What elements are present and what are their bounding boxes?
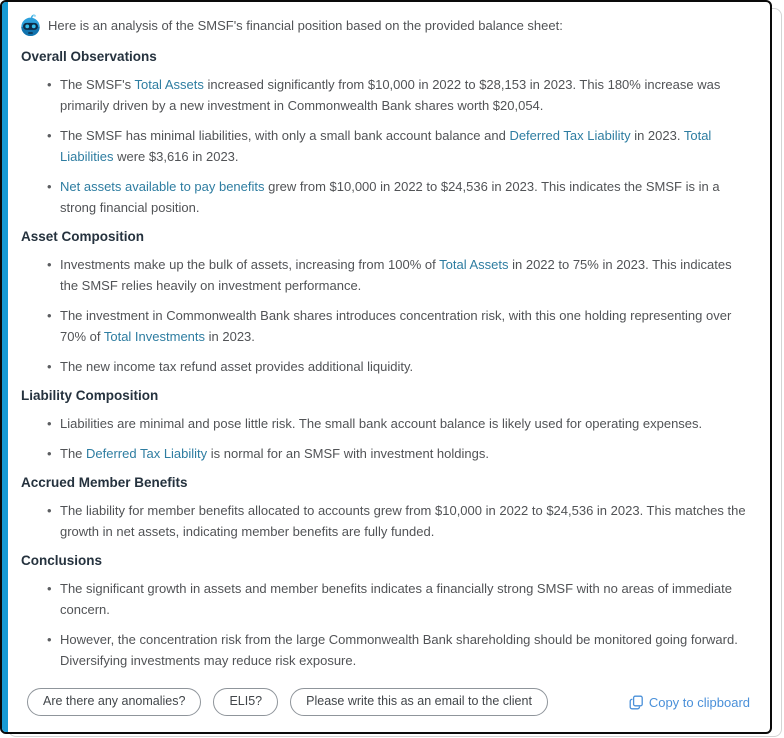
bullet-item [60, 500, 752, 542]
bullet-list [21, 74, 752, 218]
bullet-item [60, 305, 752, 347]
copy-label: Copy to clipboard [648, 694, 750, 710]
bullet-text: increased significantly from $10,000 in 2022 to $28,153 in 2023. This 180% increase was primarily driven by a new investment in Commonwealth Bank shares worth $20,054. [60, 77, 721, 113]
footer-actions [27, 688, 750, 716]
analysis-sections [21, 46, 752, 671]
section-heading-accrued-member-benefits: Accrued Member Benefits [21, 475, 188, 490]
bullet-text: Liabilities are minimal and pose little risk. The small bank account balance is likely used for operating expenses. [60, 416, 703, 431]
copy-to-clipboard-button[interactable] [629, 695, 750, 710]
suggestion-button-eli5[interactable]: ELI5? [213, 688, 278, 716]
bullet-item [60, 413, 752, 434]
term-link-total-investments[interactable]: Total Investments [103, 329, 206, 344]
term-link-total-assets[interactable]: Total Assets [134, 77, 204, 92]
bullet-text: The new income tax refund asset provides additional liquidity. [60, 359, 414, 374]
section-heading-conclusions: Conclusions [21, 553, 103, 568]
intro-row [19, 15, 752, 37]
bullet-item [60, 629, 752, 671]
bullet-list [21, 500, 752, 542]
term-link-deferred-tax-liability[interactable]: Deferred Tax Liability [86, 446, 208, 461]
bullet-list [21, 254, 752, 377]
suggestion-button-are-there-any-anomalies[interactable]: Are there any anomalies? [27, 688, 201, 716]
bullet-text: The significant growth in assets and member benefits indicates a financially strong SMSF with no areas of immediate concern. [60, 581, 732, 617]
bullet-text: in 2023. [205, 329, 255, 344]
bullet-text: The investment in Commonwealth Bank shares introduces concentration risk, with this one holding representing over 70% of [60, 308, 732, 344]
bullet-item [60, 356, 752, 377]
suggestion-buttons [27, 688, 548, 716]
bullet-item [60, 176, 752, 218]
bullet-text: The SMSF's [60, 77, 135, 92]
bullet-item [60, 443, 752, 464]
term-link-deferred-tax-liability[interactable]: Deferred Tax Liability [509, 128, 631, 143]
intro-text: Here is an analysis of the SMSF's financial position based on the provided balance sheet: [48, 18, 563, 33]
message-content [8, 2, 770, 732]
bullet-text: The liability for member benefits allocated to accounts grew from $10,000 in 2022 to $24,536 in 2023. This matches the growth in net assets, indicating member benefits are fully funded. [60, 503, 746, 539]
bullet-item [60, 74, 752, 116]
term-link-total-liabilities[interactable]: Total Liabilities [60, 128, 712, 164]
bullet-text: is normal for an SMSF with investment holdings. [207, 446, 489, 461]
bullet-list [21, 413, 752, 464]
term-link-net-assets-available-to-pay-benefits[interactable]: Net assets available to pay benefits [60, 179, 265, 194]
robot-icon [19, 14, 42, 37]
section-heading-overall-observations: Overall Observations [21, 49, 157, 64]
bullet-text: were $3,616 in 2023. [113, 149, 239, 164]
term-link-total-assets[interactable]: Total Assets [439, 257, 509, 272]
bullet-text: in 2023. [630, 128, 684, 143]
section-heading-asset-composition: Asset Composition [21, 229, 145, 244]
suggestion-button-please-write-this-as-an-email-to-the-client[interactable]: Please write this as an email to the client [290, 688, 548, 716]
bullet-text: in 2022 to 75% in 2023. This indicates the SMSF relies heavily on investment performance. [60, 257, 732, 293]
bullet-text: The SMSF has minimal liabilities, with only a small bank account balance and [60, 128, 510, 143]
bullet-text: grew from $10,000 in 2022 to $24,536 in 2023. This indicates the SMSF is in a strong financial position. [60, 179, 720, 215]
bullet-text: The [60, 446, 87, 461]
bullet-item [60, 254, 752, 296]
bullet-item [60, 578, 752, 620]
bullet-list [21, 578, 752, 671]
bullet-text: However, the concentration risk from the large Commonwealth Bank shareholding should be monitored going forward. Diversifying investments may reduce risk exposure. [60, 632, 738, 668]
bullet-text: Investments make up the bulk of assets, increasing from 100% of [60, 257, 440, 272]
copy-icon [629, 695, 644, 710]
section-heading-liability-composition: Liability Composition [21, 388, 159, 403]
bullet-item [60, 125, 752, 167]
